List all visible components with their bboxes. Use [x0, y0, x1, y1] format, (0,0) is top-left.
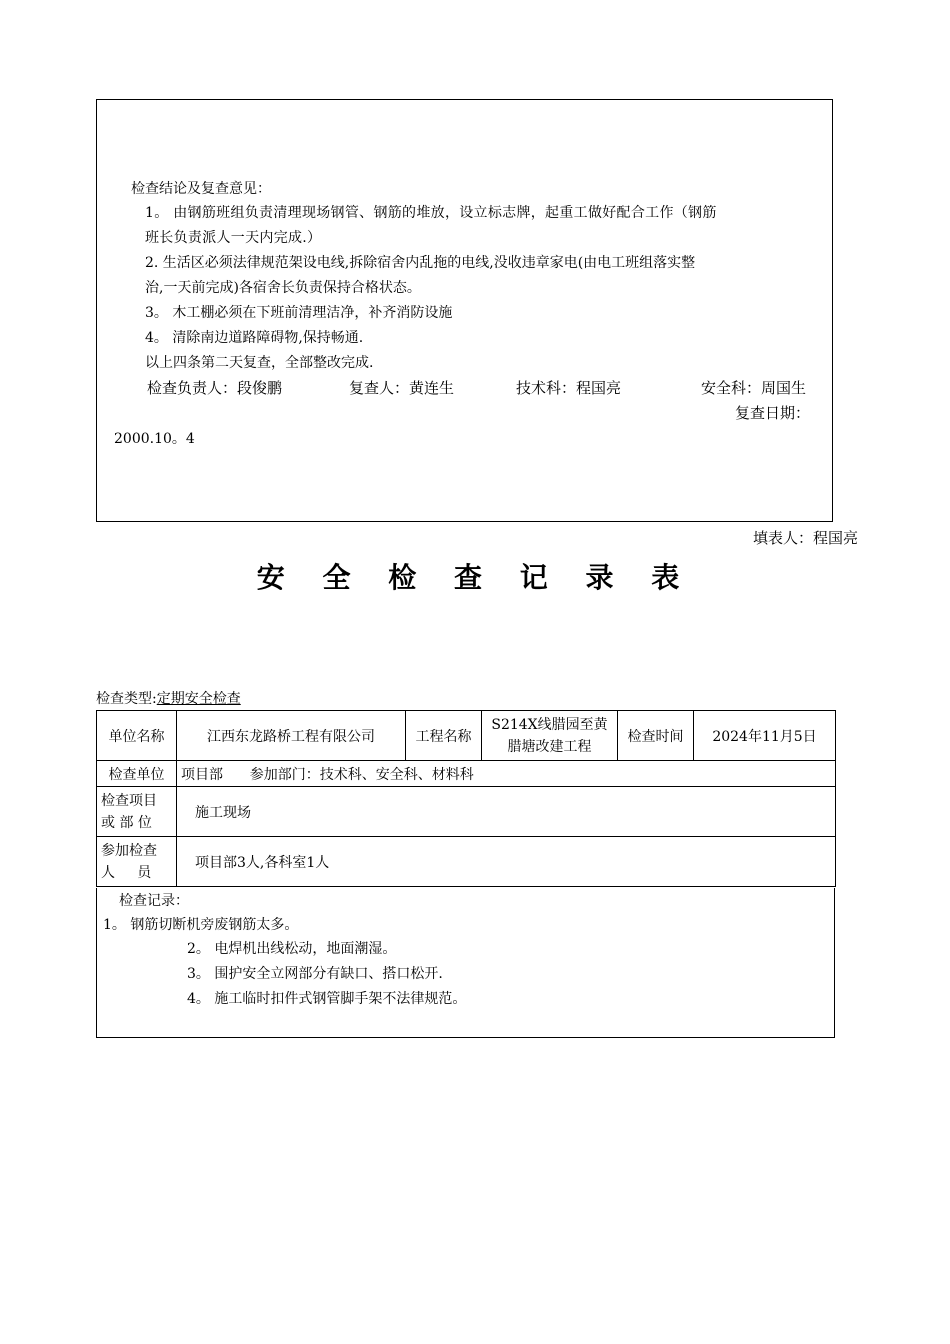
inspector-signature: 检查负责人：段俊鹏 — [147, 379, 283, 397]
review-date-label: 复查日期： — [735, 404, 811, 422]
item-label — [97, 787, 177, 837]
review-item-1b: 班长负责派人一天内完成.） — [145, 230, 322, 246]
check-type-value: 定期安全检查 — [156, 691, 241, 707]
project-label: 工程名称 — [406, 711, 482, 761]
record-section — [96, 888, 835, 1038]
page-title: 安 全 检 查 记 录 表 — [256, 561, 694, 594]
item-label-line-2: 或 部 位 — [101, 814, 152, 831]
review-item-2b: 治,一天前完成)各宿舍长负责保持合格状态。 — [145, 280, 421, 296]
tech-signature: 技术科：程国亮 — [516, 379, 622, 397]
review-item-4: 4。 清除南边道路障碍物,保持畅通. — [145, 330, 364, 346]
project-value-line-1: S214X线腊园至黄 — [491, 716, 608, 733]
staff-value: 项目部3人,各科室1人 — [177, 837, 836, 887]
safety-signature: 安全科：周国生 — [701, 379, 807, 397]
item-label-line-1: 检查项目 — [101, 792, 157, 809]
form-filler: 填表人：程国亮 — [752, 529, 858, 547]
review-date: 2000.10。4 — [114, 431, 195, 447]
record-item-1: 1。 钢筋切断机旁废钢筋太多。 — [103, 917, 299, 933]
review-item-1a: 1。 由钢筋班组负责清理现场钢管、钢筋的堆放，设立标志牌，起重工做好配合工作（钢筋 — [145, 205, 717, 221]
staff-label — [97, 837, 177, 887]
record-item-4: 4。 施工临时扣件式钢管脚手架不法律规范。 — [187, 991, 467, 1007]
review-item-3: 3。 木工棚必须在下班前清理洁净，补齐消防设施 — [145, 305, 453, 321]
review-summary: 以上四条第二天复查，全部整改完成. — [145, 355, 374, 371]
record-heading: 检查记录： — [119, 893, 189, 909]
project-value — [482, 711, 618, 761]
unit-value: 江西东龙路桥工程有限公司 — [177, 711, 406, 761]
check-type-label: 检查类型: — [96, 691, 157, 707]
time-label: 检查时间 — [618, 711, 694, 761]
reviewer-signature: 复查人：黄连生 — [349, 379, 455, 397]
dept-value: 项目部 参加部门：技术科、安全科、材料科 — [177, 761, 836, 787]
staff-label-line-2: 人 员 — [101, 864, 152, 881]
review-item-2a: 2. 生活区必须法律规范架设电线,拆除宿舍内乱拖的电线,没收违章家电(由电工班组落实整 — [145, 255, 696, 271]
time-value: 2024年11月5日 — [694, 711, 836, 761]
unit-label: 单位名称 — [97, 711, 177, 761]
record-item-2: 2。 电焊机出线松动，地面潮湿。 — [187, 941, 397, 957]
item-value: 施工现场 — [177, 787, 836, 837]
project-value-line-2: 腊塘改建工程 — [507, 738, 592, 755]
review-section — [96, 99, 833, 522]
record-table — [96, 710, 836, 887]
staff-label-line-1: 参加检查 — [101, 842, 157, 859]
dept-label: 检查单位 — [97, 761, 177, 787]
review-heading: 检查结论及复查意见： — [131, 181, 271, 197]
record-item-3: 3。 围护安全立网部分有缺口、搭口松开. — [187, 966, 443, 982]
check-type — [96, 688, 267, 708]
